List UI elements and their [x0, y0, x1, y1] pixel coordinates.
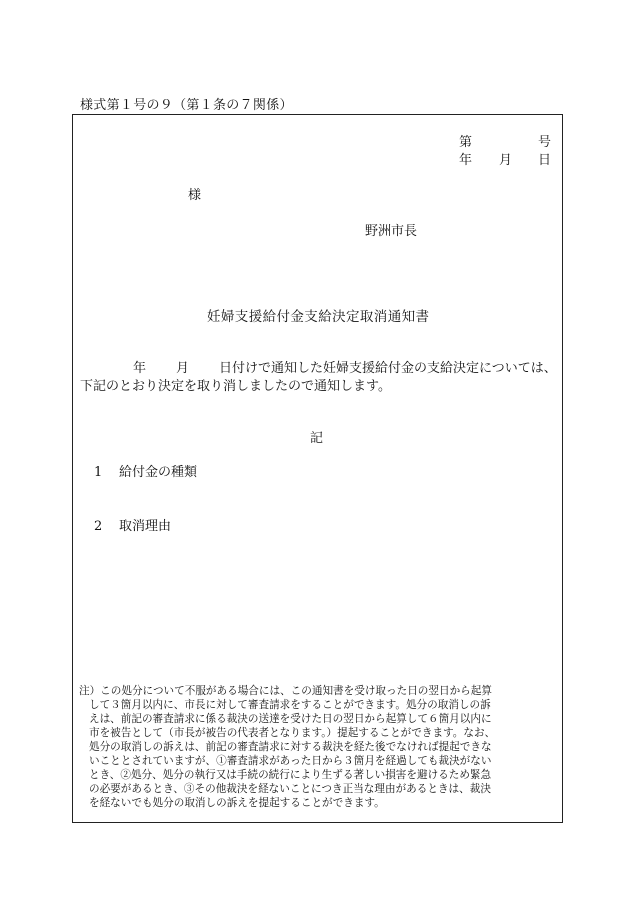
number-suffix: 号 [538, 135, 552, 150]
notice-frame [72, 114, 563, 823]
item-number: 1 [94, 465, 103, 480]
body-year: 年 [133, 361, 147, 376]
body-line-1 [133, 357, 557, 376]
date-month: 月 [499, 153, 513, 168]
body-month: 月 [176, 361, 190, 376]
body-line-2: 下記のとおり決定を取り消しましたので通知します。 [80, 379, 391, 394]
item-number: 2 [94, 519, 103, 534]
note-line: 注）この処分について不服がある場合には、この通知書を受け取った日の翌日から起算 [79, 685, 492, 697]
note-line: えは、前記の審査請求に係る裁決の送達を受けた日の翌日から起算して６箇月以内に [89, 713, 492, 725]
note-line: を経ないでも処分の取消しの訴えを提起することができます。 [89, 797, 385, 809]
body-line-1-rest: 日付けで通知した妊婦支援給付金の支給決定については、 [219, 361, 557, 376]
document-title: 妊婦支援給付金支給決定取消通知書 [207, 309, 430, 325]
item-label: 給付金の種類 [119, 465, 198, 480]
note-line: の必要があるとき、③その他裁決を経ないことにつき正当な理由があるときは、裁決 [89, 783, 491, 795]
note-line: 処分の取消しの訴えは、前記の審査請求に対する裁決を経た後でなければ提起できな [89, 741, 492, 753]
note-line: 市を被告として（市長が被告の代表者となります。）提起することができます。なお、 [89, 727, 496, 739]
note-line: して３箇月以内に、市長に対して審査請求をすることができます。処分の取消しの訴 [89, 699, 491, 711]
number-prefix: 第 [459, 135, 473, 150]
issuer: 野洲市長 [365, 224, 418, 239]
form-label: 様式第１号の９（第１条の７関係） [80, 98, 293, 113]
item-benefit-type [94, 461, 197, 480]
date-day: 日 [538, 153, 552, 168]
item-cancellation-reason [94, 515, 171, 534]
item-label: 取消理由 [119, 519, 172, 534]
addressee-suffix: 様 [188, 188, 202, 203]
note-line: とき、②処分、処分の執行又は手続の続行により生ずる著しい損害を避けるため緊急 [89, 769, 492, 781]
note-line: いこととされていますが、①審査請求があった日から３箇月を経過しても裁決がない [89, 755, 492, 767]
ki-heading: 記 [310, 431, 324, 446]
appeal-note [79, 684, 557, 810]
date-year: 年 [459, 153, 473, 168]
